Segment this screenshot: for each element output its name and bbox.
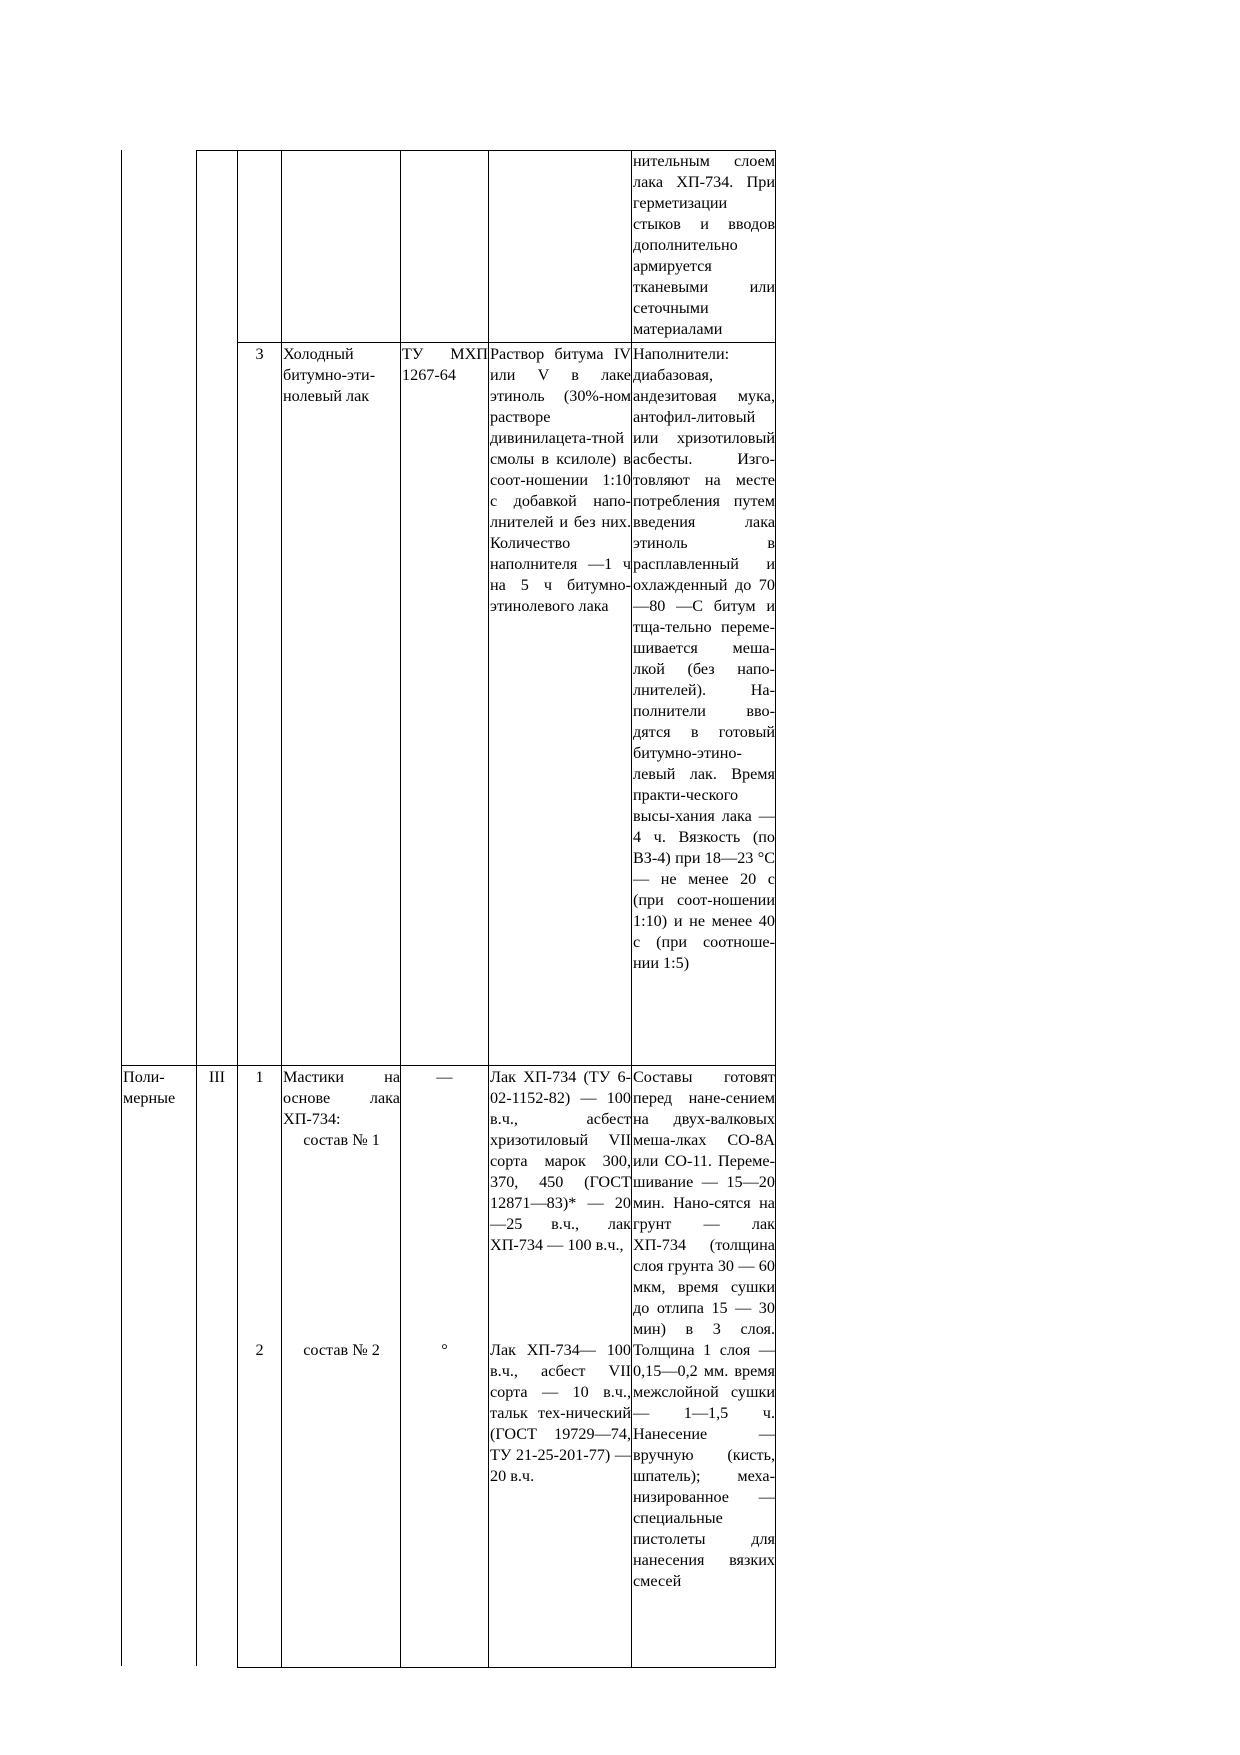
table-col-line: [281, 150, 282, 1668]
item1-subname: состав № 1: [303, 1131, 380, 1149]
item2-name: состав № 2: [303, 1341, 380, 1359]
item1-number: 1: [255, 1068, 264, 1086]
row3-name: Холодный битумно-эти-нолевый лак: [283, 345, 376, 405]
item2-standard: °: [441, 1341, 448, 1359]
row-separator: [121, 1065, 776, 1066]
continuation-notes: нительным слоем лака ХП-734. При герметизации стыков и вводов дополнительно армируется тканевыми или сеточными материалами: [633, 152, 775, 338]
row3-notes: Наполнители: диабазовая, андезитовая мука, антофил-литовый или хризотиловый асбесты. Изго-товляют на месте потребления путем введения лака этиноль в расплавленный и охлажденный до 70—80 —С битум и тща-тельно переме-шивается меша-лкой (без напо-лнителей). На-полнители вво-дятся в готовый битумно-этино-левый лак. Время практи-ческого высы-хания лака — 4 ч. Вязкость (по ВЗ-4) при 18—23 °С — не менее 20 с (при соот-ношении 1:10) и не менее 40 с (при соотноше-нии 1:5): [633, 345, 775, 972]
polymer-notes: Составы готовят перед нане-сением на двух-валковых меша-лках СО-8А или СО-11. Переме-шивание — 15—20 мин. Нано-сятся на грунт — лак ХП-734 (толщина слоя грунта 30 — 60 мкм, время сушки до отлипа 15 — 30 мин) в 3 слоя. Толщина 1 слоя — 0,15—0,2 мм. время межслойной сушки — 1—1,5 ч. Нанесение — вручную (кисть, шпатель); меха-низированное — специальные пистолеты для нанесения вязких смесей: [633, 1068, 775, 1590]
table-bottom-line: [237, 1667, 776, 1668]
row-separator: [237, 342, 776, 343]
item1-composition: Лак ХП-734 (ТУ 6-02-1152-82) — 100 в.ч., асбест хризотиловый VII сорта марок 300, 370, 450 (ГОСТ 12871—83)* — 20—25 в.ч., лак ХП-734 — 100 в.ч.,: [490, 1068, 631, 1254]
row3-composition: Раствор битума IV или V в лаке этиноль (30%-ном растворе дивинилацета-тной смолы в ксилоле) в соот-ношении 1:10 с добавкой напо-лнителей и без них. Количество наполнителя —1 ч на 5 ч битумно-этинолевого лака: [490, 345, 631, 615]
table-col-line: [196, 150, 197, 1666]
table-col-line: [488, 150, 489, 1668]
table-border-right: [775, 150, 776, 1668]
table-col-line: [400, 150, 401, 1668]
item1-name: Мастики на основе лака ХП-734:: [283, 1068, 400, 1128]
table-col-line: [631, 150, 632, 1668]
item2-composition: Лак ХП-734— 100 в.ч., асбест VII сорта — 10 в.ч., тальк тех-нический (ГОСТ 19729—74, ТУ 21-25-201-77) — 20 в.ч.: [490, 1341, 631, 1485]
item1-standard: —: [436, 1068, 453, 1086]
table-border-left: [121, 150, 122, 1666]
polymer-group-label: Поли-мерные: [123, 1068, 176, 1107]
table-col-line: [237, 150, 238, 1668]
item2-number: 2: [255, 1341, 264, 1359]
row3-number: 3: [255, 345, 264, 363]
row3-standard: ТУ МХП 1267-64: [402, 345, 488, 384]
polymer-class: III: [208, 1068, 226, 1086]
